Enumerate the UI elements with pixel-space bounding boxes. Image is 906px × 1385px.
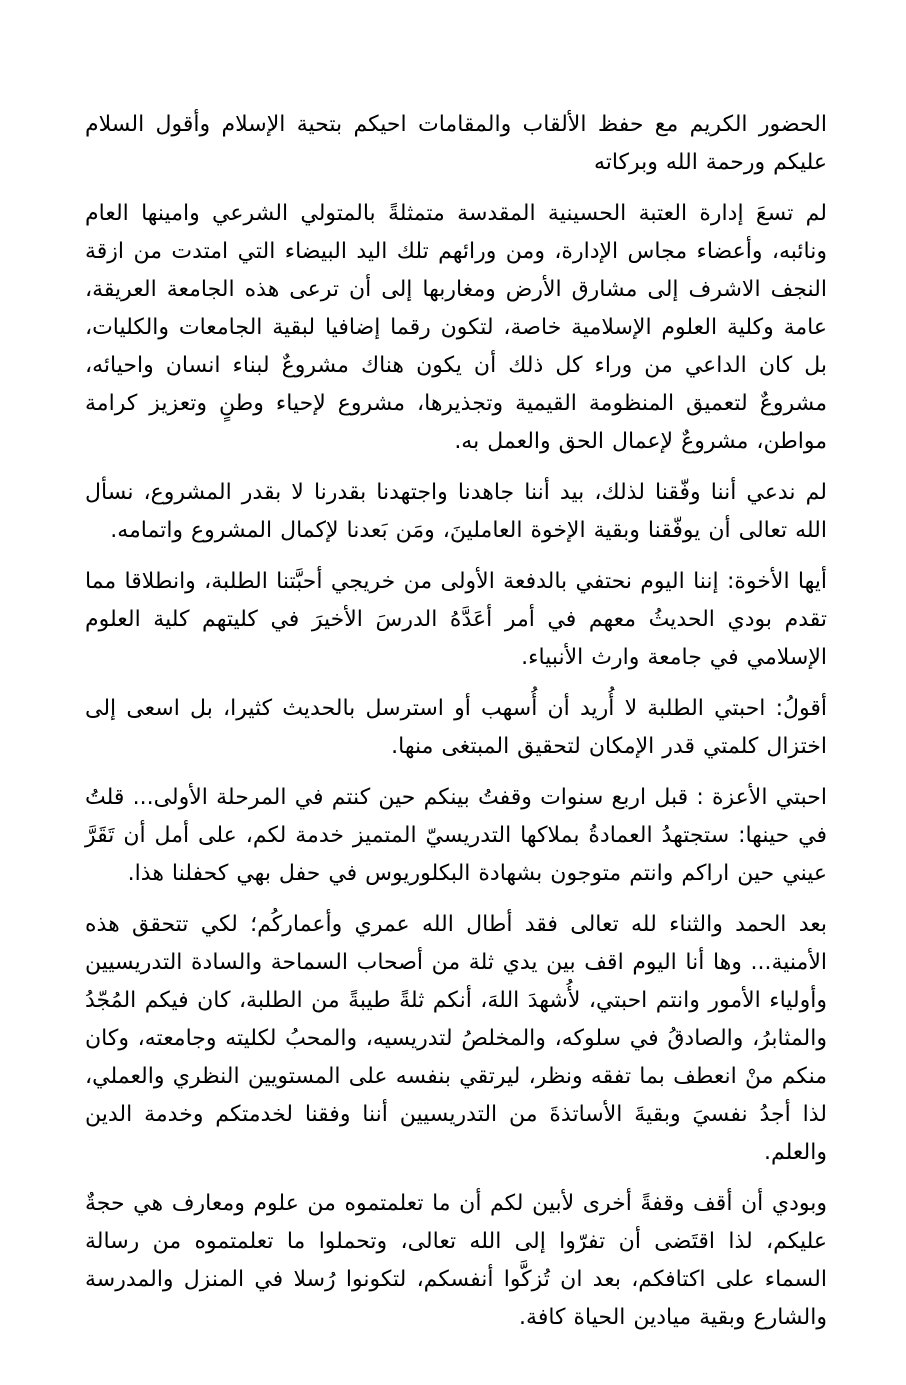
paragraph-four-years-ago: احبتي الأعزة : قبل اربع سنوات وقفتُ بينكم حين كنتم في المرحلة الأولى... قلتُ في حينها: ستجتهدُ العمادةُ بملاكها التدريسيّ المتميز خدمة لكم، على أمل أن تَقَرَّ عيني حين اراكم وانتم متوجون بشهادة البكلوريوس في حفل بهي كحفلنا هذا. — [85, 785, 827, 886]
paragraph-final-advice: وبودي أن أقف وقفةً أخرى لأبين لكم أن ما تعلمتموه من علوم ومعارف هي حجةٌ عليكم، لذا اقتَضى أن تفرّوا إلى الله تعالى، وتحملوا ما تعلمتموه من رسالة السماء على اكتافكم، بعد ان تُزكَّوا أنفسكم، لتكونوا رُسلا في المنزل والمدرسة والشارع وبقية ميادين الحياة كافة. — [85, 1191, 827, 1330]
paragraph-testimony: بعد الحمد والثناء لله تعالى فقد أطال الله عمري وأعماركُم؛ لكي تتحقق هذه الأمنية... وها أنا اليوم اقف بين يدي ثلة من أصحاب السماحة والسادة التدريسيين وأولياء الأمور وانتم احبتي، لأُشهدَ اللهَ، أنكم ثلةً طيبةً من الطلبة، كان فيكم المُجّدُ والمثابرُ، والصادقُ في سلوكه، والمخلصُ لتدريسيه، والمحبُ لكليته وجامعته، وكان منكم منْ انعطف بما تفقه ونظر، ليرتقي بنفسه على المستويين النظري والعملي، لذا أجدُ نفسيَ وبقيةَ الأساتذةَ من التدريسيين أننا وفقنا لخدمتكم وخدمة الدين والعلم. — [85, 912, 827, 1165]
paragraph-brevity: أقولُ: احبتي الطلبة لا أُريد أن أُسهب أو استرسل بالحديث كثيرا، بل اسعى إلى اختزال كلمتي قدر الإمكان لتحقيق المبتغى منها. — [85, 696, 827, 759]
paragraph-first-cohort: أيها الأخوة: إننا اليوم نحتفي بالدفعة الأولى من خريجي أحبَّتنا الطلبة، وانطلاقا مما تقدم بودي الحديثُ معهم في أمر أعَدَّهُ الدرسَ الأخيرَ في كليتهم كلية العلوم الإسلامي في جامعة وارث الأنبياء. — [85, 569, 827, 670]
paragraph-greeting: الحضور الكريم مع حفظ الألقاب والمقامات احيكم بتحية الإسلام وأقول السلام عليكم ورحمة الله وبركاته — [85, 112, 827, 175]
paragraph-administration: لم تسعَ إدارة العتبة الحسينية المقدسة متمثلةً بالمتولي الشرعي وامينها العام ونائبه، وأعضاء مجاس الإدارة، ومن ورائهم تلك اليد البيضاء التي امتدت من ازقة النجف الاشرف إلى مشارق الأرض ومغاربها إلى أن ترعى هذه الجامعة العريقة، عامة وكلية العلوم الإسلامية خاصة، لتكون رقما إضافيا لبقية الجامعات والكليات، بل كان الداعي من وراء كل ذلك أن يكون هناك مشروعٌ لبناء انسان واحيائه، مشروعٌ لتعميق المنظومة القيمية وتجذيرها، مشروع لإحياء وطنٍ وتعزيز كرامة مواطن، مشروعٌ لإعمال الحق والعمل به. — [85, 201, 827, 454]
paragraph-effort: لم ندعي أننا وفّقنا لذلك، بيد أننا جاهدنا واجتهدنا بقدرنا لا بقدر المشروع، نسأل الله تعالى أن يوفّقنا وبقية الإخوة العاملينَ، ومَن بَعدنا لإكمال المشروع واتمامه. — [85, 480, 827, 543]
